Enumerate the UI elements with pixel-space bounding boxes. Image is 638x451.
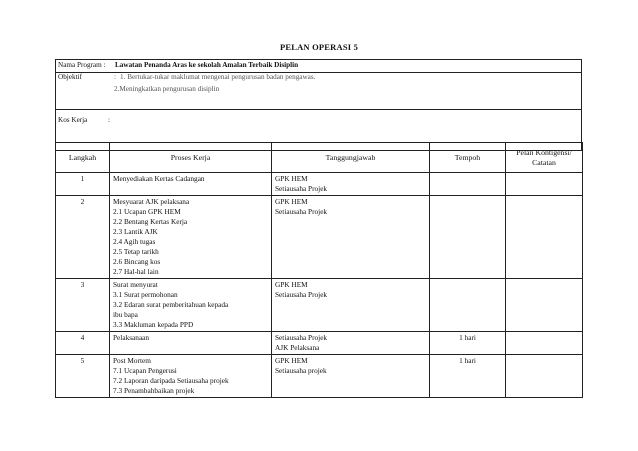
proses-kerja-line: 2.4 Agih tugas bbox=[113, 237, 156, 246]
tanggungjawab-line: Setiausaha Projek bbox=[275, 290, 328, 299]
proses-kerja-line: 2.6 Bincang kos bbox=[113, 257, 161, 266]
tanggungjawab-cell bbox=[272, 332, 430, 355]
pelan-kontigensi-cell bbox=[506, 279, 583, 332]
tanggungjawab-cell bbox=[272, 173, 430, 196]
proses-kerja-line: 7.3 Penambahbaikan projek bbox=[113, 386, 195, 395]
proses-kerja-cell bbox=[110, 355, 272, 398]
proses-kerja-line: 3.3 Makluman kepada PPD bbox=[113, 320, 194, 329]
tempoh-cell bbox=[430, 196, 506, 279]
tempoh-cell: 1 hari bbox=[430, 355, 506, 398]
objektif-item-2: 2.Meningkatkan pengurusan disiplin bbox=[114, 85, 220, 93]
proses-kerja-line: Menyediakan Kertas Cadangan bbox=[113, 174, 205, 183]
header-langkah: Langkah bbox=[56, 143, 110, 173]
table-body bbox=[56, 173, 583, 398]
proses-kerja-cell bbox=[110, 173, 272, 196]
table-row bbox=[56, 196, 583, 279]
tanggungjawab-line: Setiausaha Projek bbox=[275, 207, 328, 216]
objektif-separator: : bbox=[114, 73, 116, 81]
header-tanggungjawab: Tanggungjawab bbox=[272, 143, 430, 173]
tanggungjawab-cell bbox=[272, 279, 430, 332]
proses-kerja-line: 2.7 Hal-hal lain bbox=[113, 267, 159, 276]
objektif-row bbox=[56, 72, 581, 110]
objektif-label: Objektif bbox=[58, 73, 82, 81]
pelan-kontigensi-cell bbox=[506, 173, 583, 196]
pelan-kontigensi-cell bbox=[506, 196, 583, 279]
work-process-table bbox=[55, 142, 583, 398]
header-tempoh: Tempoh bbox=[430, 143, 506, 173]
tanggungjawab-line: AJK Pelaksana bbox=[275, 343, 320, 352]
tempoh-cell bbox=[430, 279, 506, 332]
proses-kerja-line: 3.1 Surat permohonan bbox=[113, 290, 178, 299]
proses-kerja-cell bbox=[110, 279, 272, 332]
header-proses-kerja: Proses Kerja bbox=[110, 143, 272, 173]
table-row bbox=[56, 355, 583, 398]
proses-kerja-cell bbox=[110, 196, 272, 279]
proses-kerja-cell bbox=[110, 332, 272, 355]
langkah-cell: 5 bbox=[56, 355, 110, 398]
page-title: PELAN OPERASI 5 bbox=[279, 42, 359, 52]
langkah-cell: 1 bbox=[56, 173, 110, 196]
pelan-kontigensi-cell bbox=[506, 355, 583, 398]
pelan-kontigensi-cell bbox=[506, 332, 583, 355]
tanggungjawab-cell bbox=[272, 355, 430, 398]
kos-label: Kos Kerja bbox=[58, 116, 88, 124]
table-row bbox=[56, 173, 583, 196]
tanggungjawab-line: Setiausaha Projek bbox=[275, 333, 328, 342]
proses-kerja-line: Pelaksanaan bbox=[113, 333, 150, 342]
proses-kerja-line: 7.2 Laporan daripada Setiausaha projek bbox=[113, 376, 229, 385]
proses-kerja-line: Surat menyurat bbox=[113, 280, 158, 289]
table-header-row bbox=[56, 143, 583, 173]
proses-kerja-line: 7.1 Ucapan Pengerusi bbox=[113, 366, 177, 375]
langkah-cell: 2 bbox=[56, 196, 110, 279]
proses-kerja-line: 2.2 Bentang Kertas Kerja bbox=[113, 217, 188, 226]
header-pelan-kontigensi-line1: Pelan Kontigensi/ bbox=[516, 147, 572, 157]
header-pelan-kontigensi bbox=[506, 143, 583, 173]
program-value: Lawatan Penanda Aras ke sekolah Amalan Terbaik Disiplin bbox=[115, 61, 299, 69]
header-pelan-kontigensi-line2: Catatan bbox=[532, 157, 556, 167]
tempoh-cell: 1 hari bbox=[430, 332, 506, 355]
program-info-box bbox=[55, 59, 582, 151]
objektif-item-1: 1. Bertukar-tukar maklumat mengenai pengurusan badan pengawas. bbox=[120, 73, 316, 81]
proses-kerja-line: 2.1 Ucapan GPK HEM bbox=[113, 207, 181, 216]
table-row bbox=[56, 279, 583, 332]
tanggungjawab-line: Setiausaha Projek bbox=[275, 184, 328, 193]
tanggungjawab-line: GPK HEM bbox=[275, 356, 308, 365]
tanggungjawab-line: Setiausaha projek bbox=[275, 366, 327, 375]
proses-kerja-line: 3.2 Edaran surat pemberitahuan kepada bbox=[113, 300, 229, 309]
tanggungjawab-line: GPK HEM bbox=[275, 174, 308, 183]
kos-separator: : bbox=[108, 116, 110, 124]
proses-kerja-line: ibu bapa bbox=[113, 310, 138, 319]
tanggungjawab-line: GPK HEM bbox=[275, 197, 308, 206]
program-label: Nama Program : bbox=[58, 61, 106, 69]
tanggungjawab-line: GPK HEM bbox=[275, 280, 308, 289]
tempoh-cell bbox=[430, 173, 506, 196]
langkah-cell: 4 bbox=[56, 332, 110, 355]
proses-kerja-line: 2.5 Tetap tarikh bbox=[113, 247, 159, 256]
proses-kerja-line: Mesyuarat AJK pelaksana bbox=[113, 197, 190, 206]
proses-kerja-line: 2.3 Lantik AJK bbox=[113, 227, 158, 236]
langkah-cell: 3 bbox=[56, 279, 110, 332]
table-row bbox=[56, 332, 583, 355]
tanggungjawab-cell bbox=[272, 196, 430, 279]
proses-kerja-line: Post Mortem bbox=[113, 356, 151, 365]
